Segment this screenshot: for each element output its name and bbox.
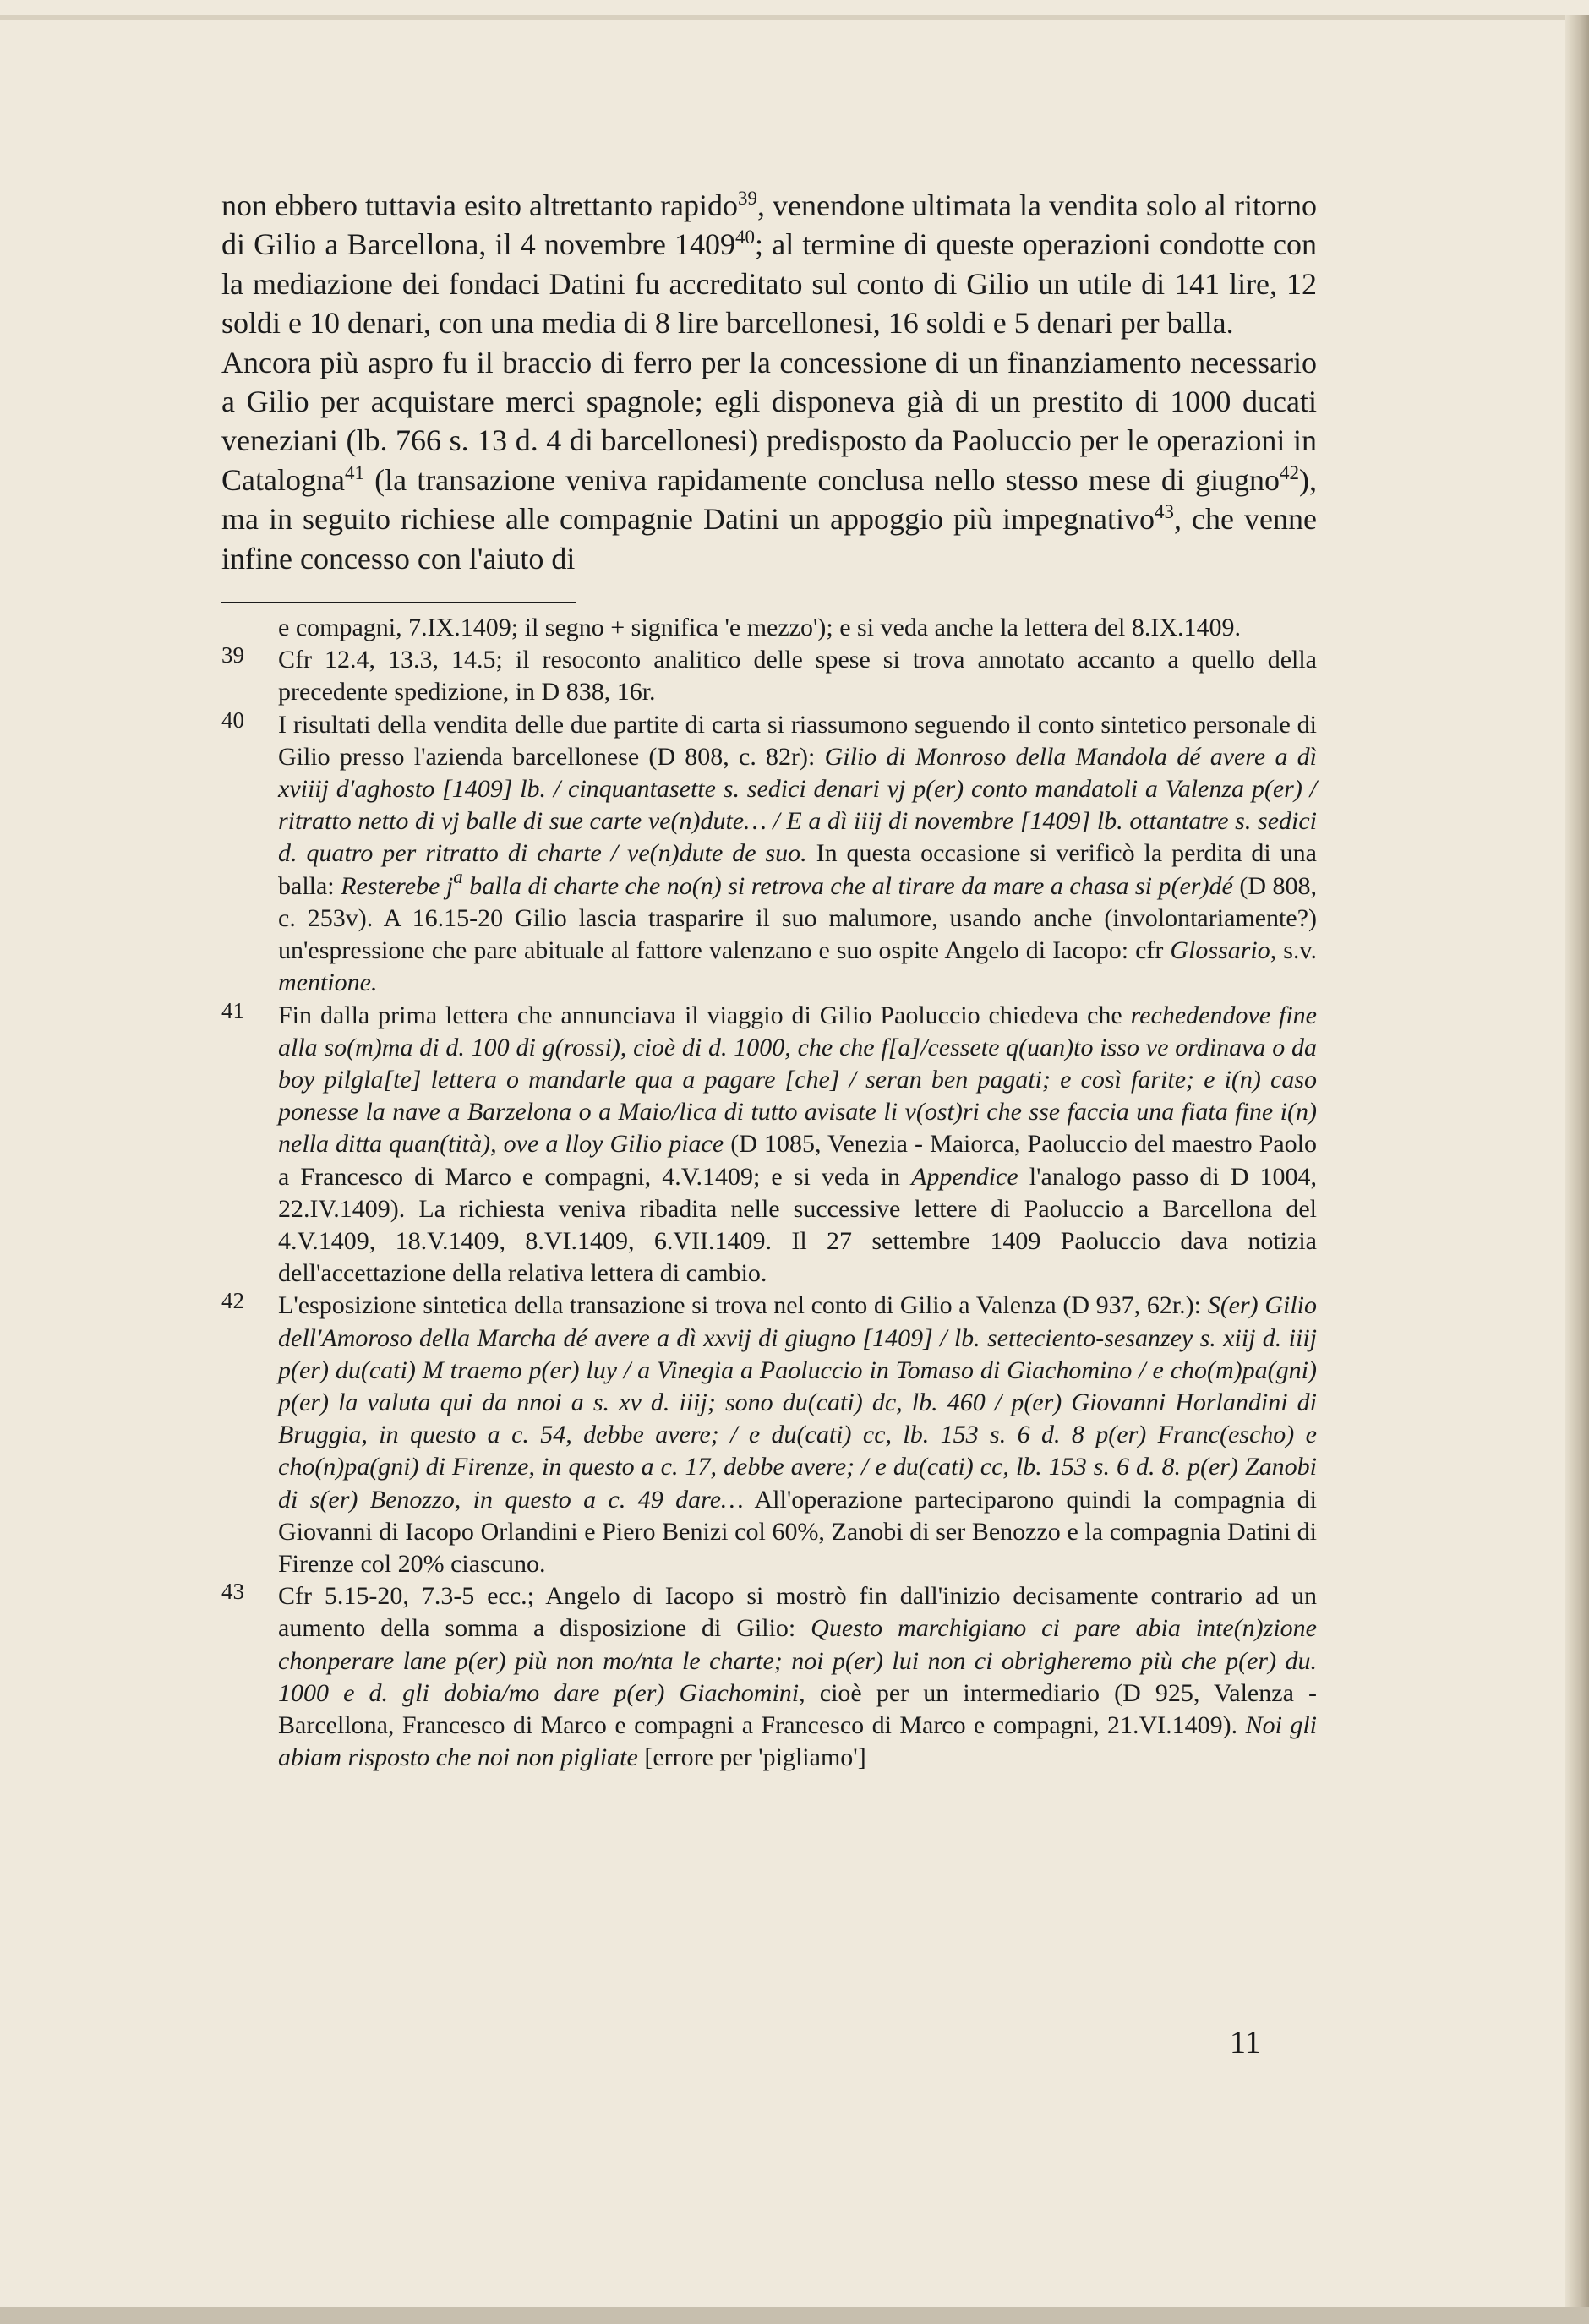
footnote-list xyxy=(221,644,1317,1774)
footnote xyxy=(221,1290,1317,1580)
italic-text: Glossario xyxy=(1170,936,1270,965)
italic-text: Noi gli abiam risposto che noi non pigliate xyxy=(278,1710,1318,1772)
footnote-reference: 40 xyxy=(735,226,756,248)
footnote-number: 41 xyxy=(221,997,244,1023)
text-run: e compagni, 7.IX.1409; il segno + significa 'e mezzo'); e si veda anche la lettera del 8.IX.1409. xyxy=(278,614,1242,642)
footnote-continuation xyxy=(221,612,1317,644)
italic-text: Gilio di Monroso della Mandola dé avere a dì xviiij d'aghosto [1409] lb. / cinquantasette s. sedici denari vj p(er) conto mandatoli a Valenza p(er) / ritratto netto di vj balle di sue carte ve(n)dute… / E a dì iiij di novembre [1409] lb. ottantatre s. sedici d. quatro per ritratto di charte / ve(n)dute de suo. xyxy=(278,742,1317,868)
text-run: [errore per 'pigliamo'] xyxy=(637,1743,866,1772)
text-run: In questa occasione si verificò la perdita di una balla: xyxy=(278,839,1317,900)
text-run: Fin dalla prima lettera che annunciava il viaggio di Gilio Paoluccio chiedeva che xyxy=(278,1001,1131,1029)
footnotes xyxy=(221,612,1317,1774)
italic-text: S(er) Gilio dell'Amoroso della Marcha dé avere a dì xxvij di giugno [1409] / lb. setteciento-sesanzey s. xiij d. iiij p(er) du(cati) M traemo p(er) luy / a Vinegia a Paoluccio in Tomaso di Giachomino / e cho(m)pa(gni) p(er) la valuta qui da nnoi a s. xv d. iiij; sono du(cati) dc, lb. 460 / p(er) Giovanni Horlandini di Bruggia, in questo a c. 54, debbe avere; / e du(cati) cc, lb. 153 s. 6 d. 8 p(er) Franc(escho) e cho(n)pa(gni) di Firenze, in questo a c. 17, debbe avere; / e du(cati) cc, lb. 153 s. 6 d. 8. p(er) Zanobi di s(er) Benozzo, in questo a c. 49 dare… xyxy=(278,1291,1318,1514)
italic-text: balla di charte che no(n) si retrova che al tirare da mare a chasa si p(er)dé xyxy=(462,871,1233,900)
footnote-number: 42 xyxy=(221,1288,244,1314)
text-run: (D 808, c. 253v). A 16.15-20 Gilio lascia trasparire il suo malumore, usando anche (involontariamente?) un'espressione che pare abituale al fattore valenzano e suo ospite Angelo di Iacopo: cfr xyxy=(278,871,1318,965)
italic-text: Questo marchigiano ci pare abia inte(n)zione chonperare lane p(er) più non mo/nta le charte; noi p(er) lui non ci obrigheremo più che p(er) du. 1000 e d. gli dobia/mo dare p(er) Giachomini xyxy=(278,1614,1317,1707)
italic-text: Resterebe j xyxy=(341,871,454,900)
text-run: , cioè per un intermediario (D 925, Valenza - Barcellona, Francesco di Marco e compagni a Francesco di Marco e compagni, 21.VI.1409). xyxy=(278,1678,1317,1739)
text-run: L'esposizione sintetica della transazione si trova nel conto di Gilio a Valenza (D 937, 62r.): xyxy=(278,1291,1208,1320)
footnote xyxy=(221,706,1318,1000)
footnote-reference: 42 xyxy=(1280,461,1299,483)
footnote-reference: 39 xyxy=(737,188,757,209)
text-run: , s.v. xyxy=(1270,936,1317,965)
text-run: ; al termine di queste operazioni condotte con la mediazione dei fondaci Datini fu accreditato sul conto di Gilio un utile di 141 lire, 12 soldi e 10 denari, con una media di 8 lire barcellonesi, 16 soldi e 5 denari per balla. xyxy=(221,227,1317,341)
text-run: , che venne infine concesso con l'aiuto di xyxy=(221,502,1317,576)
footnote-reference: 43 xyxy=(1155,501,1175,523)
page-number: 11 xyxy=(1230,2025,1261,2060)
footnote xyxy=(221,997,1317,1290)
footnote-number: 43 xyxy=(221,1579,244,1605)
page-content xyxy=(221,186,1317,1774)
page-top-edge xyxy=(0,15,1565,20)
text-run: Ancora più aspro fu il braccio di ferro per la concessione di un finanziamento necessario a Gilio per acquistare merci spagnole; egli disponeva già di un prestito di 1000 ducati veneziani (lb. 766 s. 13 d. 4 di barcellonesi) predisposto da Paoluccio per le operazioni in Catalogna xyxy=(221,345,1317,497)
body-text xyxy=(221,186,1317,578)
footnote-reference: a xyxy=(453,865,463,887)
footnote xyxy=(221,1580,1317,1774)
footnote-reference: 41 xyxy=(344,461,364,483)
italic-text: mentione. xyxy=(278,968,378,997)
body-paragraph xyxy=(221,186,1317,343)
text-run: All'operazione parteciparono quindi la compagnia di Giovanni di Iacopo Orlandini e Piero Benizi col 60%, Zanobi di ser Benozzo e la compagnia Datini di Firenze col 20% ciascuno. xyxy=(278,1485,1318,1578)
text-run: ), ma in seguito richiese alle compagnie Datini un appoggio più impegnativo xyxy=(221,462,1317,537)
page-bottom-edge xyxy=(0,2307,1589,2324)
text-run: , venendone ultimata la vendita solo al ritorno di Gilio a Barcellona, il 4 novembre 1409 xyxy=(221,188,1317,262)
text-run: Cfr 12.4, 13.3, 14.5; il resoconto analitico delle spese si trova annotato accanto a quello della precedente spedizione, in D 838, 16r. xyxy=(278,646,1317,706)
text-run: non ebbero tuttavia esito altrettanto rapido xyxy=(221,188,738,222)
text-run: l'analogo passo di D 1004, 22.IV.1409). La richiesta veniva ribadita nelle successive lettere di Paoluccio a Barcellona del 4.V.1409, 18.V.1409, 8.VI.1409, 6.VII.1409. Il 27 settembre 1409 Paoluccio dava notizia dell'accettazione della relativa lettera di cambio. xyxy=(278,1162,1317,1288)
footnote-separator xyxy=(221,602,576,603)
footnote-number: 40 xyxy=(221,706,244,733)
text-run: I risultati della vendita delle due partite di carta si riassumono seguendo il conto sintetico personale di Gilio presso l'azienda barcellonese (D 808, c. 82r): xyxy=(278,710,1317,771)
text-run: Cfr 5.15-20, 7.3-5 ecc.; Angelo di Iacopo si mostrò fin dall'inizio decisamente contrario ad un aumento della somma a disposizione di Gilio: xyxy=(278,1582,1317,1643)
page-right-edge xyxy=(1565,15,1589,2307)
italic-text: rechedendove fine alla so(m)ma di d. 100 di g(rossi), cioè di d. 1000, che che f[a]/cessete q(uan)to isso ve ordinava o da boy pilgla[te] lettera o mandarle qua a pagare [che] / seran ben pagati; e così farite; e i(n) caso ponesse la nave a Barzelona o a Maio/lica di tutto avisate li v(ost)ri che sse faccia una fiata fine i(n) nella ditta quan(tità), ove a lloy Gilio piace xyxy=(278,1001,1317,1159)
text-run: (D 1085, Venezia - Maiorca, Paoluccio del maestro Paolo a Francesco di Marco e compagni, 4.V.1409; e si veda in xyxy=(278,1130,1317,1191)
italic-text: Appendice xyxy=(911,1162,1018,1191)
footnote xyxy=(221,644,1317,708)
footnote-number: 39 xyxy=(221,642,244,668)
text-run: (la transazione veniva rapidamente conclusa nello stesso mese di giugno xyxy=(363,462,1280,497)
body-paragraph xyxy=(221,343,1317,578)
